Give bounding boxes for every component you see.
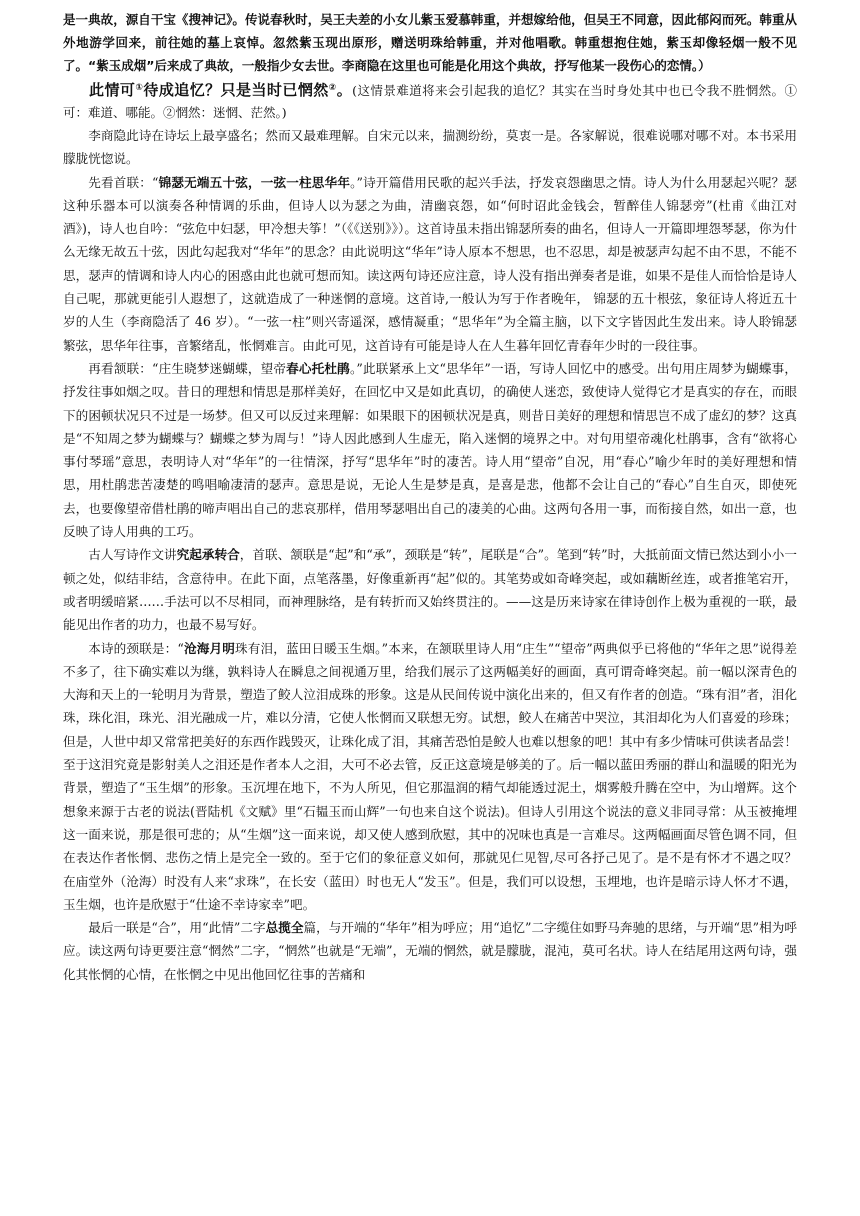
paragraph-text: 篇，与开端的“华年”相为呼应；用“追忆”二字缆住如野马奔驰的思绪，与开端“思”相为呼应。读这两句诗更要注意“惘然”二字，“惘然”也就是“无端”，无端的惘然，就是朦胧，混沌，莫可名状。诗人在结尾用这两句诗，强化其怅惘的心情，在怅惘之中见出他回忆往事的苦痛和	[63, 920, 797, 982]
verse-note: (这情景难道将来会引起我的追忆？其实在当时身处其中也已令我不胜惘然。①可：难道、哪能。②惘然：迷惘、茫然。)	[63, 83, 797, 120]
paragraph-text: 。”诗开篇借用民歌的起兴手法，抒发哀怨幽思之情。诗人为什么用瑟起兴呢？瑟这种乐器本可以演奏各种情调的乐曲，但诗人以为瑟之为曲，清幽哀怨，如“何时诏此金钱会，暂醉佳人锦瑟旁”(杜甫《曲江对酒》)，诗人也自吟：“弦危中妇瑟，甲冷想夫筝！”（《《送别》》）。这首诗虽未指出锦瑟所奏的曲名，但诗人一开篇即埋怨琴瑟，你为什么无缘无故五十弦，因此勾起我对“华年”的思念？由此说明这“华年”诗人原本不想思，也不忍思，却是被瑟声勾起不由不思，不能不思，瑟声的情调和诗人内心的困惑由此也就可想而知。读这两句诗还应注意，诗人没有指出弹奏者是谁，如果不是佳人而恰恰是诗人自己呢，那就更能引人遐想了，这就造成了一种迷惘的意境。这首诗,一般认为写于作者晚年， 锦瑟的五十根弦，象征诗人将近五十岁的人生（李商隐活了 46 岁）。“一弦一柱”则兴寄遥深，感情凝重；“思华年”为全篇主脑，以下文字皆因此生发出来。诗人聆锦瑟繁弦，思华年往事，音繁绪乱，怅惘难言。由此可见，这首诗有可能是诗人在人生暮年回忆青春年少时的一段往事。	[63, 174, 797, 353]
emphasis-text: 春心托杜鹃	[286, 360, 350, 376]
footnote-marker-1: ①	[135, 83, 144, 93]
paragraph-text: 李商隐此诗在诗坛上最享盛名；然而又最难理解。自宋元以来，揣测纷纷，莫衷一是。各家解说，很难说哪对哪不对。本书采用朦胧恍惚说。	[63, 128, 797, 167]
emphasis-text: 总揽全	[265, 920, 304, 936]
paragraph	[63, 543, 797, 636]
verse-part-3: 。	[336, 81, 353, 99]
commentary-body	[63, 124, 797, 986]
paragraph-text: 先看首联：“	[88, 174, 159, 190]
paragraph-text: 本诗的颈联是：“	[88, 640, 184, 656]
verse-line	[89, 81, 352, 99]
paragraph	[63, 124, 797, 171]
verse-part-2: 待成追忆？只是当时已惘然	[143, 81, 329, 99]
paragraph-text: 再看颔联：“庄生晓梦迷蝴蝶，望帝	[88, 360, 287, 376]
intro-annotation: 是一典故，源自干宝《搜神记》。传说春秋时，吴王夫差的小女儿紫玉爱慕韩重，并想嫁给他，但吴王不同意，因此郁闷而死。韩重从外地游学回来，前往她的墓上哀悼。忽然紫玉现出原形，赠送明珠给韩重，并对他唱歌。韩重想抱住她，紫玉却像轻烟一般不见了。“紫玉成烟”后来成了典故，一般指少女去世。李商隐在这里也可能是化用这个典故，抒写他某一段伤心的恋情。）	[63, 12, 797, 73]
paragraph	[63, 637, 797, 917]
footnote-marker-2: ②	[328, 83, 337, 93]
paragraph-text: ，首联、颔联是“起”和“承”，颈联是“转”，尾联是“合”。笔到“转”时，大抵前面文情已然达到小小一顿之处，似结非结，含意待申。在此下面，点笔落墨，好像重新再“起”似的。其笔势或如奇峰突起，或如藕断丝连，或者推笔宕开，或者明缓暗紧……手法可以不尽相同，而神理脉络，是有转折而又始终贯注的。——这是历来诗家在律诗创作上极为重视的一联，最能见出作者的功力，也最不易写好。	[63, 547, 798, 633]
paragraph	[63, 171, 797, 357]
paragraph-text: 。”此联紧承上文“思华年”一语，写诗人回忆中的感受。出句用庄周梦为蝴蝶事，抒发往事如烟之叹。昔日的理想和情思是那样美好，在回忆中又是如此真切，的确使人迷恋，致使诗人觉得它才是真实的存在，而眼下的困顿状况只不过是一场梦。但又可以反过来理解：如果眼下的困顿状况是真，则昔日美好的理想和情思岂不成了虚幻的梦？这真是“不知周之梦为蝴蝶与？蝴蝶之梦为周与！”诗人因此感到人生虚无，陷入迷惘的境界之中。对句用望帝魂化杜鹃事，含有“欲将心事付琴瑶”意思，表明诗人对“华年”的一往情深，抒写“思华年”时的凄苦。诗人用“望帝”自况，用“春心”喻少年时的美好理想和情思，用杜鹃悲苦凄楚的鸣唱喻凄清的瑟声。意思是说，无论人生是梦是真，是喜是悲，他都不会让自己的“春心”自生自灭，即使死去，也要像望帝借杜鹃的啼声唱出自己的悲哀那样，借用琴瑟唱出自己的凄美的心曲。这两句各用一事，而衔接自然，如出一意，也反映了诗人用典的工巧。	[63, 360, 798, 540]
paragraph-text: 最后一联是“合”，用“此情”二字	[88, 920, 266, 936]
paragraph-text: 珠有泪，蓝田日暖玉生烟。”本来，在颔联里诗人用“庄生”“望帝”两典似乎已将他的“华年之思”说得差不多了，往下确实难以为继，孰料诗人在瞬息之间视通万里，给我们展示了这两幅美好的画面，真可谓奇峰突起。前一幅以深青色的大海和天上的一轮明月为背景，塑造了鲛人泣泪成珠的形象。这是从民间传说中演化出来的，但又有作者的创造。“珠有泪”者，泪化珠，珠化泪，珠光、泪光融成一片，难以分清，它使人怅惘而又联想无穷。试想，鲛人在痛苦中哭泣，其泪却化为人们喜爱的珍珠；但是，人世中却又常常把美好的东西作践毁灭，让珠化成了泪，其痛苦恐怕是鲛人也难以想象的吧！其中有多少情味可供读者品尝！至于这泪究竟是影射美人之泪还是作者本人之泪，大可不必去管，反正这意境是够美的了。后一幅以蓝田秀丽的群山和温暖的阳光为背景，塑造了“玉生烟”的形象。玉沉埋在地下，不为人所见，但它那温润的精气却能透过泥土，烟雾般升腾在空中，为山增辉。这个想象来源于古老的说法(晋陆机《文赋》里“石韫玉而山辉”一句也来自这个说法)。但诗人引用这个说法的意义非同寻常：从玉被掩埋这一面来说，那是很可悲的；从“生烟”这一面来说，却又使人感到欣慰，其中的况味也真是一言难尽。这两幅画面尽管色调不同，但在表达作者怅惘、悲伤之情上是完全一致的。至于它们的象征意义如何，那就见仁见智,尽可各抒己见了。是不是有怀才不遇之叹？在庙堂外（沧海）时没有人来“求珠”，在长安（蓝田）时也无人“发玉”。但是，我们可以设想，玉埋地，也许是暗示诗人怀才不遇，玉生烟，也许是欣慰于“仕途不幸诗家幸”吧。	[63, 640, 797, 912]
verse-line-block	[63, 79, 797, 124]
paragraph	[63, 357, 797, 543]
emphasis-text: 锦瑟无端五十弦，一弦一柱思华年	[158, 174, 351, 190]
paragraph-text: 古人写诗作文讲	[88, 547, 177, 563]
paragraph	[63, 916, 797, 986]
emphasis-text: 沧海月明	[183, 640, 235, 656]
verse-part-1: 此情可	[89, 81, 136, 99]
emphasis-text: 究起承转合	[176, 547, 240, 563]
